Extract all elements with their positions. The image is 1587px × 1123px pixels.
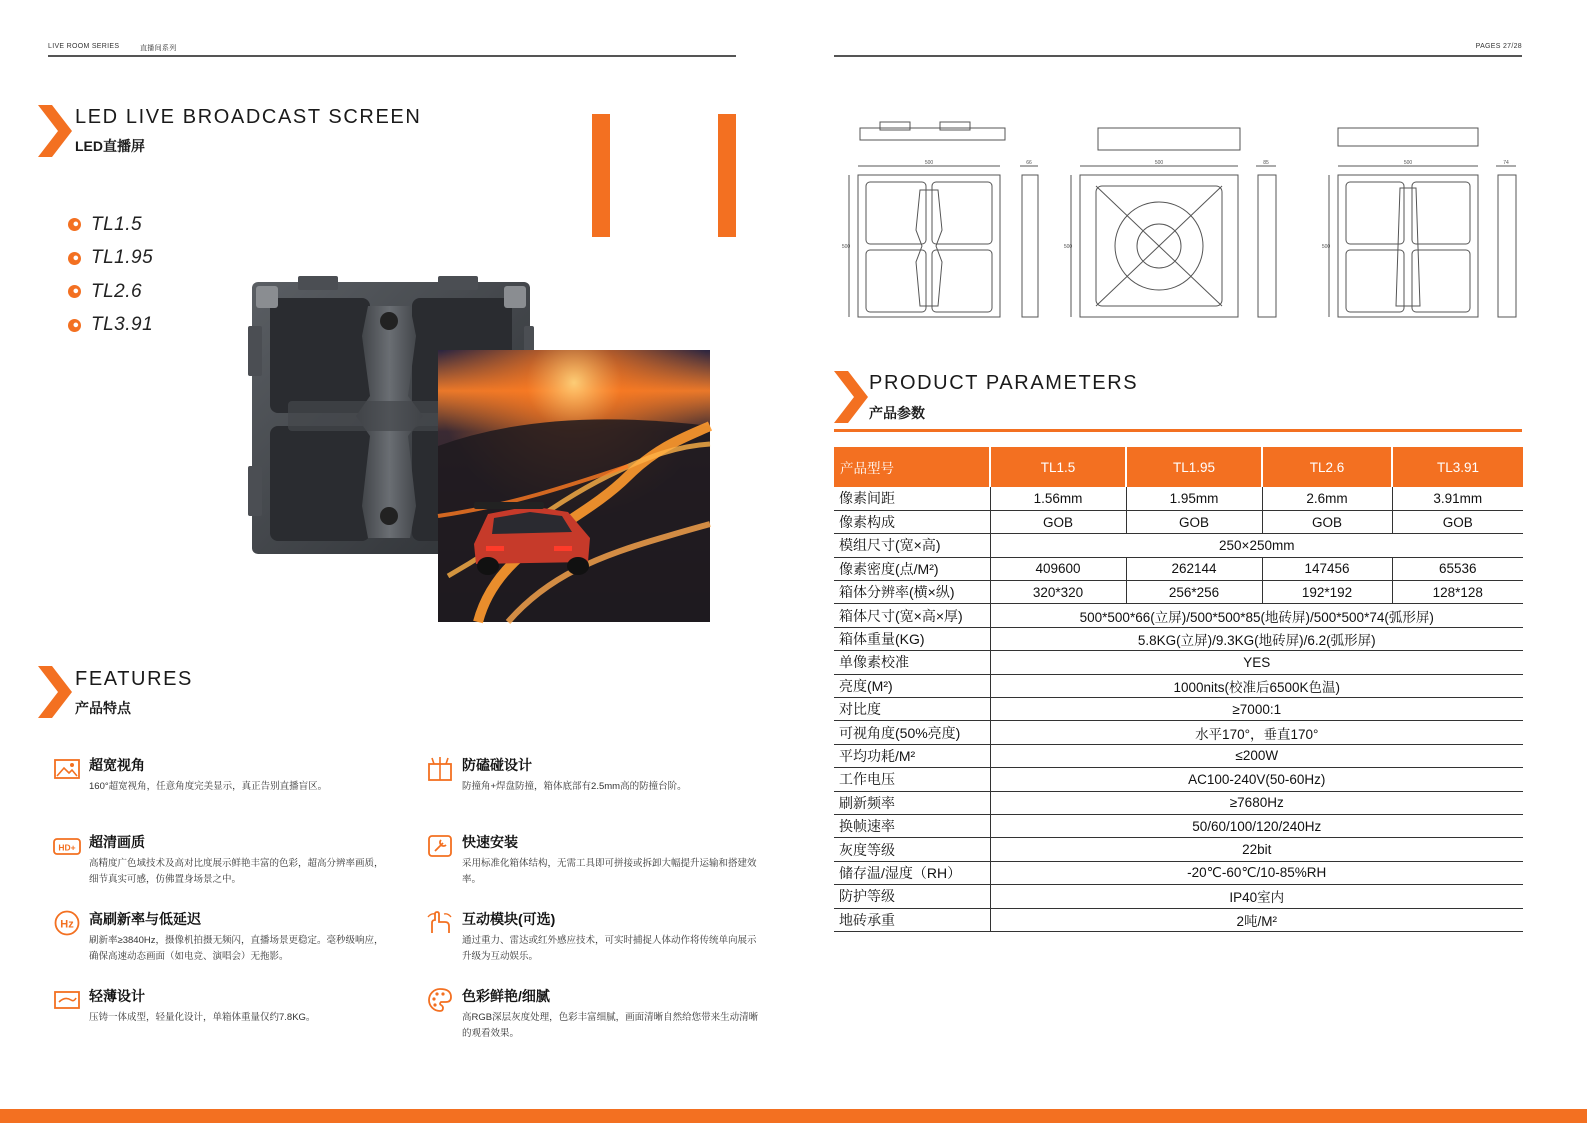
table-cell: 262144 bbox=[1126, 557, 1262, 580]
header-rule-left bbox=[48, 55, 736, 57]
table-cell: 水平170°，垂直170° bbox=[990, 721, 1523, 744]
feature-description: 刷新率≥3840Hz，摄像机拍摄无频闪，直播场景更稳定。毫秒级响应，确保高速动态画面（如电竞、演唱会）无拖影。 bbox=[89, 935, 384, 962]
feature-title: 互动模块(可选) bbox=[462, 911, 556, 927]
model-item bbox=[68, 242, 153, 276]
feature-title: 色彩鲜艳/细腻 bbox=[462, 988, 550, 1004]
bullet-dot-icon bbox=[68, 285, 81, 298]
table-row bbox=[834, 908, 1523, 931]
row-label: 模组尺寸(宽×高) bbox=[834, 534, 990, 557]
table-cell: 256*256 bbox=[1126, 581, 1262, 604]
row-label: 对比度 bbox=[834, 698, 990, 721]
feature-title: 防磕碰设计 bbox=[462, 757, 532, 773]
drawing-arc-screen bbox=[1329, 128, 1516, 317]
table-row bbox=[834, 581, 1523, 604]
page-number: PAGES 27/28 bbox=[1475, 43, 1522, 50]
feature-title: 快速安装 bbox=[462, 834, 518, 850]
parameters-table bbox=[834, 447, 1523, 932]
table-header-cell: 产品型号 bbox=[834, 447, 990, 487]
row-label: 可视角度(50%亮度) bbox=[834, 721, 990, 744]
series-label-cn: 直播间系列 bbox=[140, 45, 177, 52]
feature-description: 防撞角+焊盘防撞，箱体底部有2.5mm高的防撞台阶。 bbox=[462, 781, 687, 792]
landscape-image-icon bbox=[53, 755, 81, 783]
row-label: 单像素校准 bbox=[834, 651, 990, 674]
table-header-cell: TL3.91 bbox=[1392, 447, 1523, 487]
decor-bar-left bbox=[592, 114, 610, 237]
model-item bbox=[68, 275, 153, 309]
model-label: TL2.6 bbox=[91, 280, 143, 302]
features-subtitle: 产品特点 bbox=[75, 700, 131, 716]
table-row bbox=[834, 510, 1523, 533]
dim-label: 500 bbox=[1063, 244, 1073, 250]
dim-label: 500 bbox=[924, 160, 934, 166]
bullet-dot-icon bbox=[68, 252, 81, 265]
row-label: 箱体重量(KG) bbox=[834, 627, 990, 650]
model-item bbox=[68, 309, 153, 343]
table-cell: 250×250mm bbox=[990, 534, 1523, 557]
footer-accent-bar bbox=[0, 1109, 1587, 1123]
screen-image bbox=[438, 350, 710, 622]
model-item bbox=[68, 208, 153, 242]
feature-title: 轻薄设计 bbox=[89, 988, 145, 1004]
feature-description: 高RGB深层灰度处理，色彩丰富细腻，画面清晰自然给您带来生动清晰的观看效果。 bbox=[462, 1012, 759, 1039]
row-label: 工作电压 bbox=[834, 768, 990, 791]
table-cell: GOB bbox=[1262, 510, 1392, 533]
table-cell: 2.6mm bbox=[1262, 487, 1392, 510]
dim-label: 500 bbox=[1321, 244, 1331, 250]
row-label: 储存温/湿度（RH） bbox=[834, 861, 990, 884]
table-row bbox=[834, 838, 1523, 861]
table-cell: GOB bbox=[1126, 510, 1262, 533]
feature-description: 采用标准化箱体结构，无需工具即可拼接或拆卸大幅提升运输和搭建效率。 bbox=[462, 858, 757, 885]
table-row bbox=[834, 534, 1523, 557]
row-label: 像素间距 bbox=[834, 487, 990, 510]
table-cell: -20℃-60℃/10-85%RH bbox=[990, 861, 1523, 884]
decor-bar-right bbox=[718, 114, 736, 237]
technical-drawings bbox=[840, 120, 1530, 325]
dim-label: 500 bbox=[1403, 160, 1413, 166]
table-cell: 1.95mm bbox=[1126, 487, 1262, 510]
drawing-vertical-screen bbox=[849, 122, 1038, 317]
params-title: PRODUCT PARAMETERS bbox=[869, 372, 1139, 394]
row-label: 地砖承重 bbox=[834, 908, 990, 931]
table-cell: 22bit bbox=[990, 838, 1523, 861]
feature-title: 高刷新率与低延迟 bbox=[89, 911, 201, 927]
table-cell: 147456 bbox=[1262, 557, 1392, 580]
table-cell: GOB bbox=[990, 510, 1126, 533]
row-label: 像素构成 bbox=[834, 510, 990, 533]
bullet-dot-icon bbox=[68, 218, 81, 231]
row-label: 亮度(M²) bbox=[834, 674, 990, 697]
dim-label: 74 bbox=[1503, 160, 1509, 166]
model-list bbox=[68, 208, 153, 342]
svg-text:HD+: HD+ bbox=[58, 842, 76, 853]
table-cell: 500*500*66(立屏)/500*500*85(地砖屏)/500*500*74(弧形屏) bbox=[990, 604, 1523, 627]
feature-description: 通过重力、雷达或红外感应技术，可实时捕捉人体动作将传统单向展示升级为互动娱乐。 bbox=[462, 935, 757, 962]
table-row bbox=[834, 861, 1523, 884]
table-cell: 1000nits(校准后6500K色温) bbox=[990, 674, 1523, 697]
model-label: TL3.91 bbox=[91, 314, 154, 336]
collision-guard-icon bbox=[426, 755, 454, 783]
table-row bbox=[834, 651, 1523, 674]
row-label: 换帧速率 bbox=[834, 814, 990, 837]
table-row bbox=[834, 885, 1523, 908]
bullet-dot-icon bbox=[68, 319, 81, 332]
row-label: 箱体尺寸(宽×高×厚) bbox=[834, 604, 990, 627]
table-header-row bbox=[834, 447, 1523, 487]
svg-text:Hz: Hz bbox=[60, 918, 74, 931]
dim-label: 500 bbox=[841, 244, 851, 250]
table-row bbox=[834, 768, 1523, 791]
chevron-arrow-icon bbox=[38, 105, 72, 157]
feature-description: 高精度广色域技术及高对比度展示鲜艳丰富的色彩，超高分辨率画质，细节真实可感，仿佛置身场景之中。 bbox=[89, 858, 384, 885]
product-photo bbox=[248, 276, 718, 626]
table-header-cell: TL1.95 bbox=[1126, 447, 1262, 487]
feature-description: 160°超宽视角，任意角度完美显示，真正告别直播盲区。 bbox=[89, 781, 328, 792]
table-cell: 192*192 bbox=[1262, 581, 1392, 604]
hz-refresh-icon bbox=[53, 909, 81, 937]
feature-title: 超清画质 bbox=[89, 834, 145, 850]
table-row bbox=[834, 604, 1523, 627]
features-title: FEATURES bbox=[75, 668, 193, 690]
dim-label: 66 bbox=[1026, 160, 1032, 166]
table-row bbox=[834, 674, 1523, 697]
table-cell: 50/60/100/120/240Hz bbox=[990, 814, 1523, 837]
hd-plus-icon bbox=[53, 832, 81, 860]
chevron-arrow-icon bbox=[38, 666, 72, 718]
table-row bbox=[834, 487, 1523, 510]
table-cell: ≤200W bbox=[990, 744, 1523, 767]
drawing-floor-tile-screen bbox=[1071, 128, 1276, 317]
table-cell: 1.56mm bbox=[990, 487, 1126, 510]
header-rule-right bbox=[834, 55, 1522, 57]
table-cell: 5.8KG(立屏)/9.3KG(地砖屏)/6.2(弧形屏) bbox=[990, 627, 1523, 650]
model-label: TL1.5 bbox=[91, 213, 143, 235]
table-row bbox=[834, 814, 1523, 837]
wrench-install-icon bbox=[426, 832, 454, 860]
table-row bbox=[834, 698, 1523, 721]
table-cell: YES bbox=[990, 651, 1523, 674]
table-row bbox=[834, 557, 1523, 580]
row-label: 平均功耗/M² bbox=[834, 744, 990, 767]
model-label: TL1.95 bbox=[91, 247, 154, 269]
feature-title: 超宽视角 bbox=[89, 757, 145, 773]
table-row bbox=[834, 721, 1523, 744]
table-cell: 2吨/M² bbox=[990, 908, 1523, 931]
color-palette-icon bbox=[426, 986, 454, 1014]
table-cell: 3.91mm bbox=[1392, 487, 1523, 510]
table-cell: AC100-240V(50-60Hz) bbox=[990, 768, 1523, 791]
feature-description: 压铸一体成型，轻量化设计，单箱体重量仅约7.8KG。 bbox=[89, 1012, 316, 1023]
page-subtitle: LED直播屏 bbox=[75, 138, 145, 154]
row-label: 刷新频率 bbox=[834, 791, 990, 814]
row-label: 箱体分辨率(横×纵) bbox=[834, 581, 990, 604]
table-cell: 320*320 bbox=[990, 581, 1126, 604]
table-cell: ≥7000:1 bbox=[990, 698, 1523, 721]
chevron-arrow-icon bbox=[834, 371, 868, 423]
thin-design-icon bbox=[53, 986, 81, 1014]
table-header-cell: TL1.5 bbox=[990, 447, 1126, 487]
params-subtitle: 产品参数 bbox=[869, 405, 925, 421]
table-header-cell: TL2.6 bbox=[1262, 447, 1392, 487]
table-cell: 65536 bbox=[1392, 557, 1523, 580]
row-label: 防护等级 bbox=[834, 885, 990, 908]
params-rule bbox=[834, 429, 1522, 432]
table-cell: 128*128 bbox=[1392, 581, 1523, 604]
table-row bbox=[834, 791, 1523, 814]
table-cell: GOB bbox=[1392, 510, 1523, 533]
table-cell: ≥7680Hz bbox=[990, 791, 1523, 814]
series-label-en: LIVE ROOM SERIES bbox=[48, 43, 120, 50]
table-row bbox=[834, 744, 1523, 767]
interactive-hand-icon bbox=[426, 909, 454, 937]
table-cell: 409600 bbox=[990, 557, 1126, 580]
dim-label: 85 bbox=[1263, 160, 1269, 166]
page-title: LED LIVE BROADCAST SCREEN bbox=[75, 106, 422, 128]
row-label: 像素密度(点/M²) bbox=[834, 557, 990, 580]
table-row bbox=[834, 627, 1523, 650]
table-cell: IP40室内 bbox=[990, 885, 1523, 908]
dim-label: 500 bbox=[1154, 160, 1164, 166]
row-label: 灰度等级 bbox=[834, 838, 990, 861]
